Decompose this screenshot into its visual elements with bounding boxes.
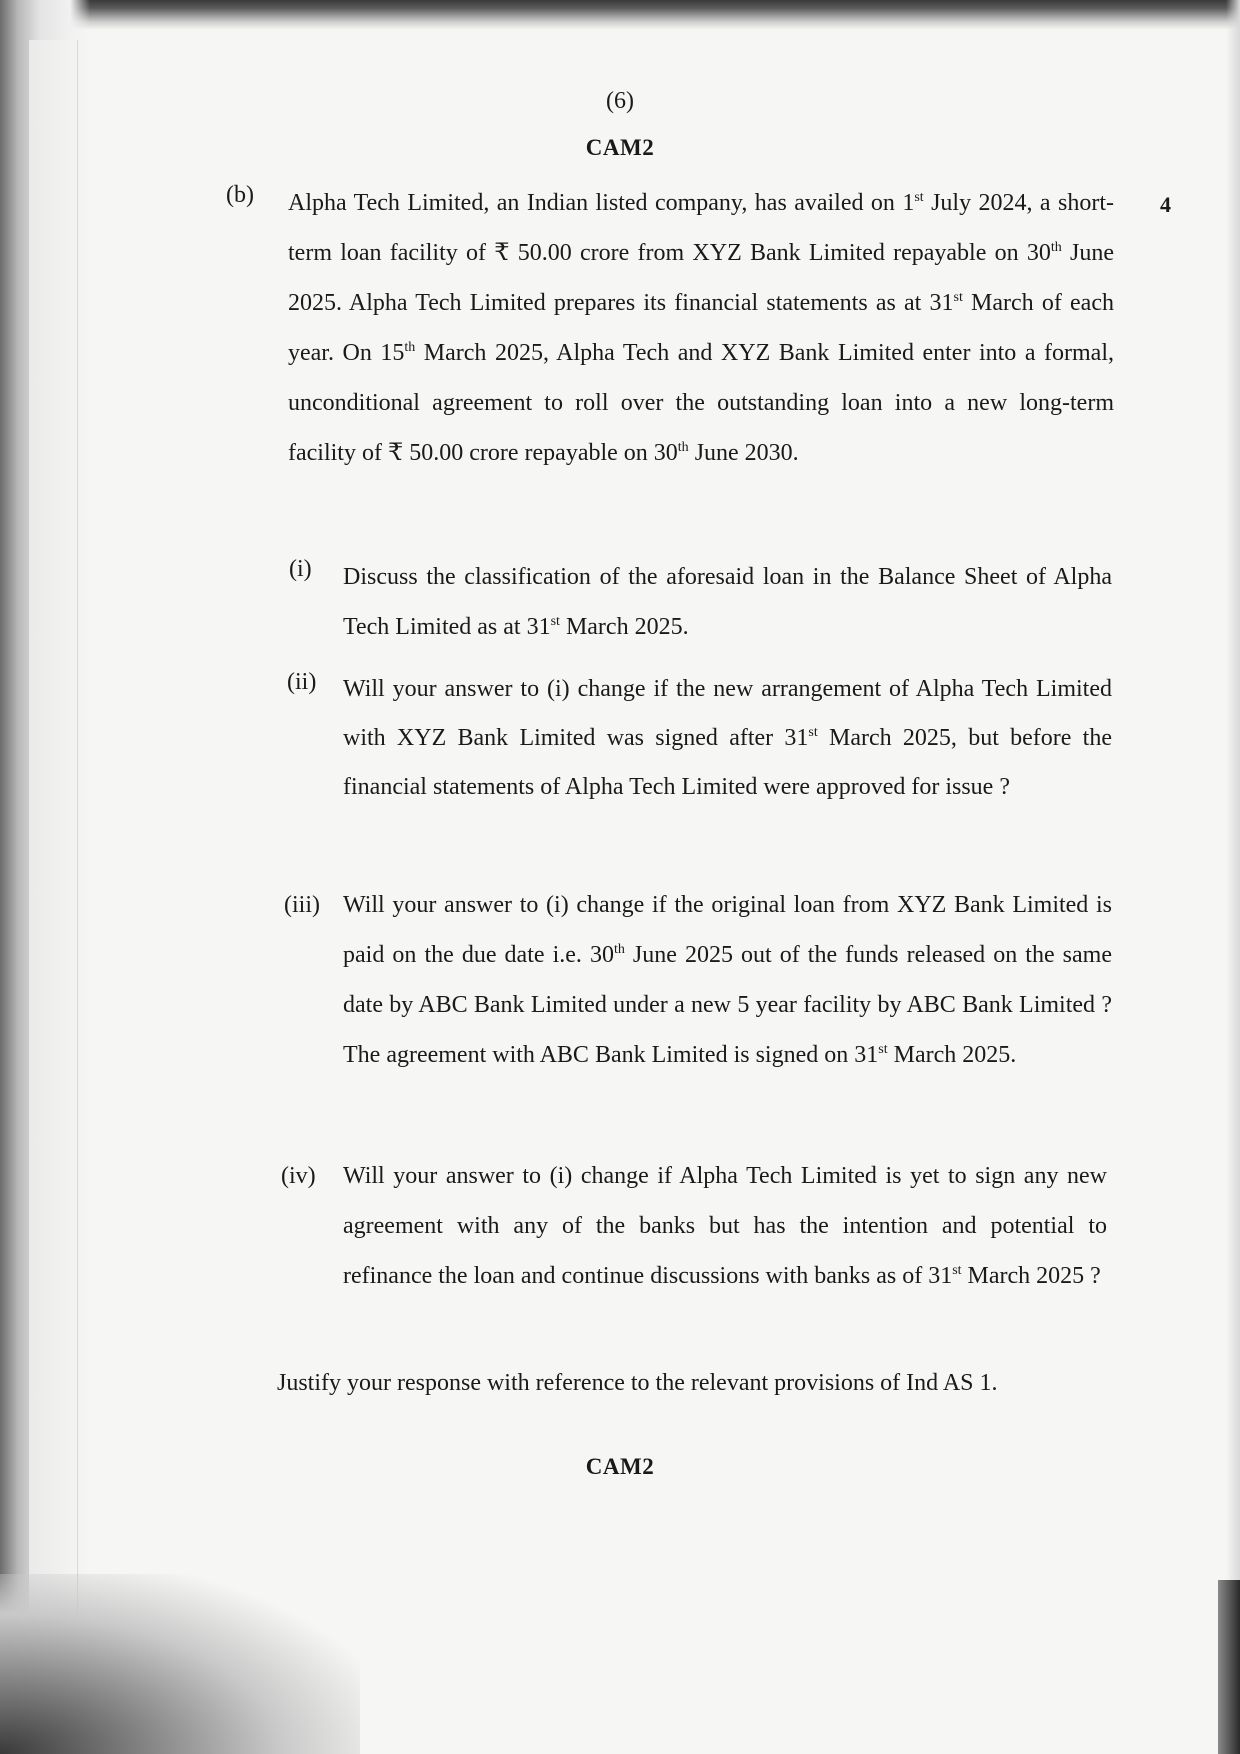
sub-question-label: (ii) xyxy=(287,669,317,695)
sub-question-text: Will your answer to (i) change if the original loan from XYZ Bank Limited is paid on the due date i.e. 30th June 2025 out of the funds released on the same date by ABC Bank Limited under a new 5 year facility by ABC Bank Limited ? The agreement with ABC Bank Limited is signed on 31st March 2025. xyxy=(343,892,1112,1068)
sub-question-label: (iv) xyxy=(281,1163,316,1189)
question-marks: 4 xyxy=(1160,192,1171,217)
sub-question-text: Discuss the classification of the aforesaid loan in the Balance Sheet of Alpha Tech Limited as at 31st March 2025. xyxy=(343,564,1112,640)
scan-bottom-left-shadow xyxy=(0,1574,360,1754)
question-intro: Alpha Tech Limited, an Indian listed company, has availed on 1st July 2024, a short-term loan facility of ₹ 50.00 crore from XYZ Bank Limited repayable on 30th June 2025. Alpha Tech Limited prepares its financial statements as at 31st March of each year. On 15th March 2025, Alpha Tech and XYZ Bank Limited enter into a formal, unconditional agreement to roll over the outstanding loan into a new long-term facility of ₹ 50.00 crore repayable on 30th June 2030. xyxy=(288,190,1114,466)
sub-question-text: Will your answer to (i) change if Alpha Tech Limited is yet to sign any new agreement with any of the banks but has the intention and potential to refinance the loan and continue discussions with banks as of 31st March 2025 ? xyxy=(343,1163,1107,1289)
sub-question-label: (i) xyxy=(289,556,312,582)
sub-question-label: (iii) xyxy=(284,892,320,918)
closing-instruction: Justify your response with reference to the relevant provisions of Ind AS 1. xyxy=(277,1370,998,1396)
paper-code-top: CAM2 xyxy=(585,135,655,160)
scan-binding-strip xyxy=(28,40,78,1620)
scan-right-bar xyxy=(1218,1580,1240,1754)
scan-right-edge xyxy=(1226,0,1240,1580)
question-label: (b) xyxy=(226,182,254,208)
page-number: (6) xyxy=(606,88,634,114)
scan-top-edge xyxy=(0,0,1240,30)
sub-question-text: Will your answer to (i) change if the new arrangement of Alpha Tech Limited with XYZ Bank Limited was signed after 31st March 2025, but before the financial statements of Alpha Tech Limited were approved for issue ? xyxy=(343,676,1112,800)
paper-code-bottom: CAM2 xyxy=(585,1454,655,1479)
